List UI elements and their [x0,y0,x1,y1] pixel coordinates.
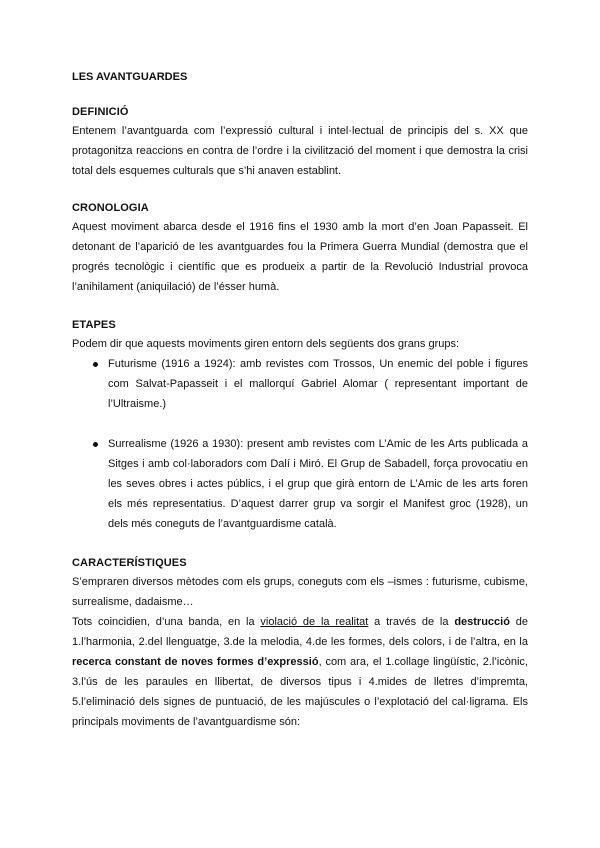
definicio-text: Entenem l’avantguarda com l’expressió cultural i intel·lectual de principis del s. XX que protagonitza reaccions en contra de l’ordre i la civilització del moment i que demostra la crisi total dels esquemes culturals que s’hi anaven establint. [72,125,528,177]
text-run: de 1.l’harmonia, 2.del llenguatge, 3.de la melodia, 4.de les formes, dels colors, i de l’altra, en la [72,616,529,648]
bold-phrase: destrucció [454,616,510,628]
caracteristiques-p1: S’empraren diversos mètodes com els grups, coneguts com els –ismes : futurisme, cubisme, surrealisme, dadaisme… [72,576,528,608]
list-item-text: Surrealisme (1926 a 1930): present amb revistes com L’Amic de les Arts publicada a Sitges i amb col·laboradors com Dalí i Miró. El Grup de Sabadell, força provocatiu en les seves obres i actes públics, i el grup que girà entorn de L’Amic de les arts foren els més representatius. D’aquest darrer grup va sorgir el Manifest groc (1928), un dels més coneguts de l’avantguardisme català. [108,438,528,530]
cronologia-heading: CRONOLOGIA [72,202,149,214]
list-item [72,434,528,534]
text-run: a través de la [368,616,455,628]
bold-phrase: recerca constant de noves formes d’expressió [72,656,319,668]
document-page [72,68,528,732]
cronologia-text: Aquest moviment abarca desde el 1916 fins el 1930 amb la mort d’en Joan Papasseit. El detonant de l’aparició de les avantguardes fou la Primera Guerra Mundial (demostra que el progrés tecnològic i científic que es produeix a partir de la Revolució Industrial provoca l’anihilament (aniquilació) de l’ésser humà. [72,221,528,293]
underlined-phrase: violació de la realitat [260,616,369,628]
list-item [72,354,528,414]
etapes-list [72,354,528,534]
document-title: LES AVANTGUARDES [72,71,188,83]
list-item-text: Futurisme (1916 a 1924): amb revistes com Trossos, Un enemic del poble i figures com Salvat-Papasseit i el mallorquí Gabriel Alomar ( representant important de l’Ultraisme.) [108,358,528,410]
bullet-icon [93,442,98,447]
caracteristiques-heading: CARACTERÍSTIQUES [72,557,187,569]
caracteristiques-p2 [72,612,528,732]
text-run: Tots coincidien, d’una banda, en la [72,616,261,628]
bullet-icon [93,362,98,367]
text-run: , com ara, el 1.collage lingüístic, 2.l’icònic, 3.l’ús de les paraules en llibertat, de diversos tipus i 4.mides de lletres d’impremta, 5.l’eliminació dels signes de puntuació, de les majúscules o l’explotació del cal·ligrama. Els principals moviments de l’avantguardisme són: [72,656,528,728]
etapes-heading: ETAPES [72,319,116,331]
definicio-heading: DEFINICIÓ [72,106,129,118]
etapes-intro: Podem dir que aquests moviments giren entorn dels següents dos grans grups: [72,338,460,350]
